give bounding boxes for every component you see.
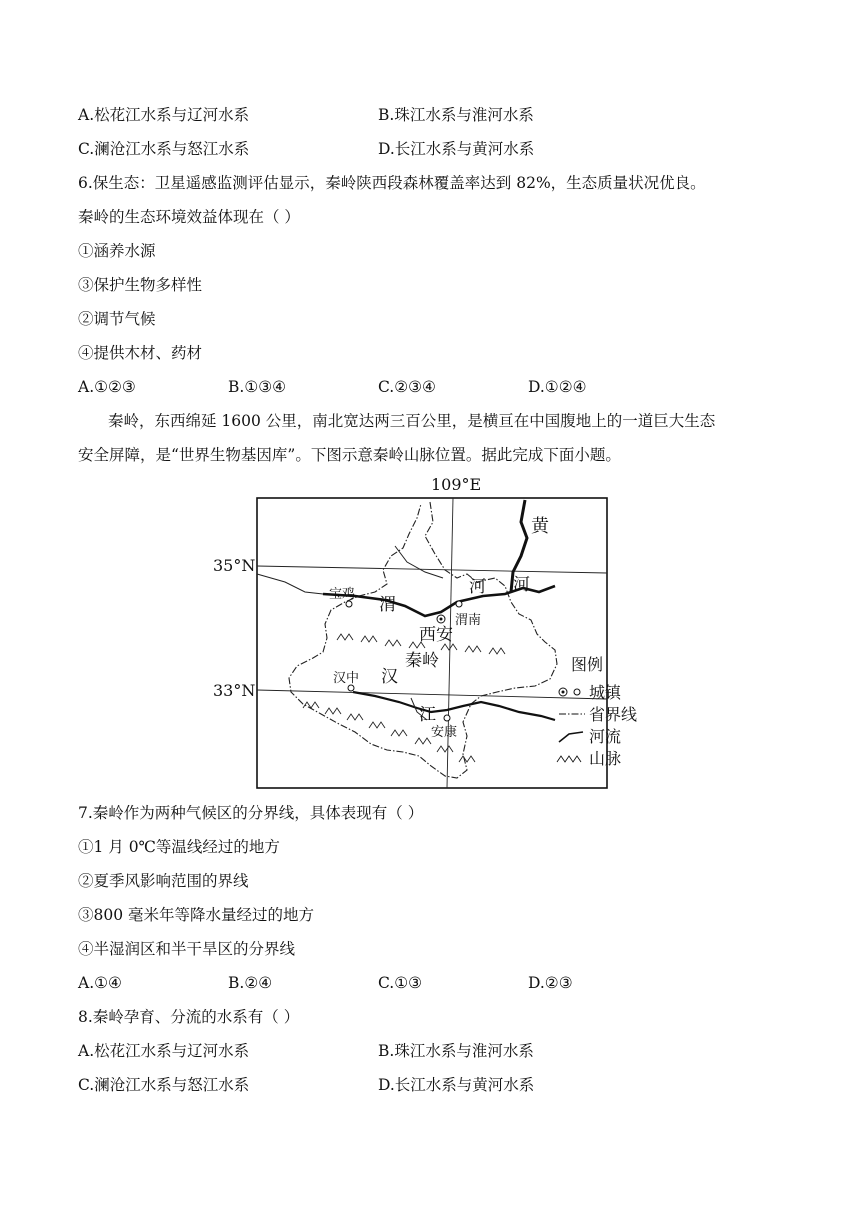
ankang-label: 安康 xyxy=(431,725,458,740)
q6-stem-line2: 秦岭的生态环境效益体现在（ ） xyxy=(78,208,300,226)
q8-option-a: A.松花江水系与辽河水系 xyxy=(78,1042,250,1060)
latitude-35-line xyxy=(257,566,607,573)
longitude-label: 109°E xyxy=(431,475,482,494)
he-label-2: 河 xyxy=(513,575,530,595)
han-river xyxy=(353,692,555,720)
q6-option-b: B.①③④ xyxy=(228,378,287,396)
q7-item-3: ③800 毫米年等降水量经过的地方 xyxy=(78,906,315,924)
q6-stem-line1: 6.保生态：卫星遥感监测评估显示，秦岭陕西段森林覆盖率达到 82%，生态质量状况优良。 xyxy=(78,174,706,192)
legend-town-label: 城镇 xyxy=(589,683,622,702)
q7-item-4: ④半湿润区和半干旱区的分界线 xyxy=(78,940,296,958)
q6-item-1: ①涵养水源 xyxy=(78,242,156,260)
wei-tributary xyxy=(395,546,443,578)
han-label: 汉 xyxy=(381,667,398,687)
wei-upper-tributary xyxy=(257,574,323,594)
q5-option-d: D.长江水系与黄河水系 xyxy=(378,140,535,158)
q7-option-c: C.①③ xyxy=(378,974,423,992)
weinan-marker xyxy=(456,601,462,607)
latitude-33-line xyxy=(257,690,607,699)
xian-label: 西安 xyxy=(419,625,453,645)
qinling-label: 秦岭 xyxy=(405,651,439,671)
q6-option-a: A.①②③ xyxy=(78,378,136,396)
wei-label: 渭 xyxy=(379,595,396,615)
qinling-map xyxy=(205,474,675,794)
q6-option-d: D.①②④ xyxy=(528,378,587,396)
q6-item-3: ②调节气候 xyxy=(78,310,156,328)
q5-option-a: A.松花江水系与辽河水系 xyxy=(78,106,250,124)
q7-option-d: D.②③ xyxy=(528,974,573,992)
q7-item-1: ①1 月 0℃等温线经过的地方 xyxy=(78,838,280,856)
q6-item-2: ③保护生物多样性 xyxy=(78,276,203,294)
q8-stem: 8.秦岭孕育、分流的水系有（ ） xyxy=(78,1008,300,1026)
ankang-marker xyxy=(444,715,450,721)
qinling-map-svg xyxy=(205,474,675,794)
q6-item-4: ④提供木材、药材 xyxy=(78,344,203,362)
weinan-label: 渭南 xyxy=(455,613,482,628)
q5-option-c: C.澜沧江水系与怒江水系 xyxy=(78,140,250,158)
xian-marker-dot xyxy=(440,618,443,621)
passage-line1: 秦岭，东西绵延 1600 公里，南北宽达两三百公里，是横亘在中国腹地上的一道巨大生态 xyxy=(108,412,716,430)
q7-option-a: A.①④ xyxy=(78,974,122,992)
legend-mountain-icon xyxy=(557,756,581,762)
legend-river-label: 河流 xyxy=(589,727,622,746)
passage-line2: 安全屏障，是“世界生物基因库”。下图示意秦岭山脉位置。据此完成下面小题。 xyxy=(78,446,621,464)
q7-option-b: B.②④ xyxy=(228,974,273,992)
q8-option-c: C.澜沧江水系与怒江水系 xyxy=(78,1076,250,1094)
q7-stem: 7.秦岭作为两种气候区的分界线，具体表现有（ ） xyxy=(78,804,424,822)
huang-label: 黄 xyxy=(531,516,549,537)
hanzhong-label: 汉中 xyxy=(333,671,360,686)
q6-option-c: C.②③④ xyxy=(378,378,436,396)
legend-mountain-label: 山脉 xyxy=(589,749,622,768)
latitude-35-label: 35°N xyxy=(213,556,256,575)
q7-item-2: ②夏季风影响范围的界线 xyxy=(78,872,249,890)
jiang-label: 江 xyxy=(419,705,436,725)
q8-option-b: B.珠江水系与淮河水系 xyxy=(378,1042,534,1060)
q8-option-d: D.长江水系与黄河水系 xyxy=(378,1076,535,1094)
latitude-33-label: 33°N xyxy=(213,681,256,700)
baoji-label: 宝鸡 xyxy=(329,587,356,602)
legend-border-label: 省界线 xyxy=(589,705,638,724)
legend-river-icon xyxy=(559,732,583,742)
qinling-mountains xyxy=(303,634,505,762)
q5-option-b: B.珠江水系与淮河水系 xyxy=(378,106,534,124)
he-label-1: 河 xyxy=(469,577,486,597)
legend-title: 图例 xyxy=(571,655,604,674)
